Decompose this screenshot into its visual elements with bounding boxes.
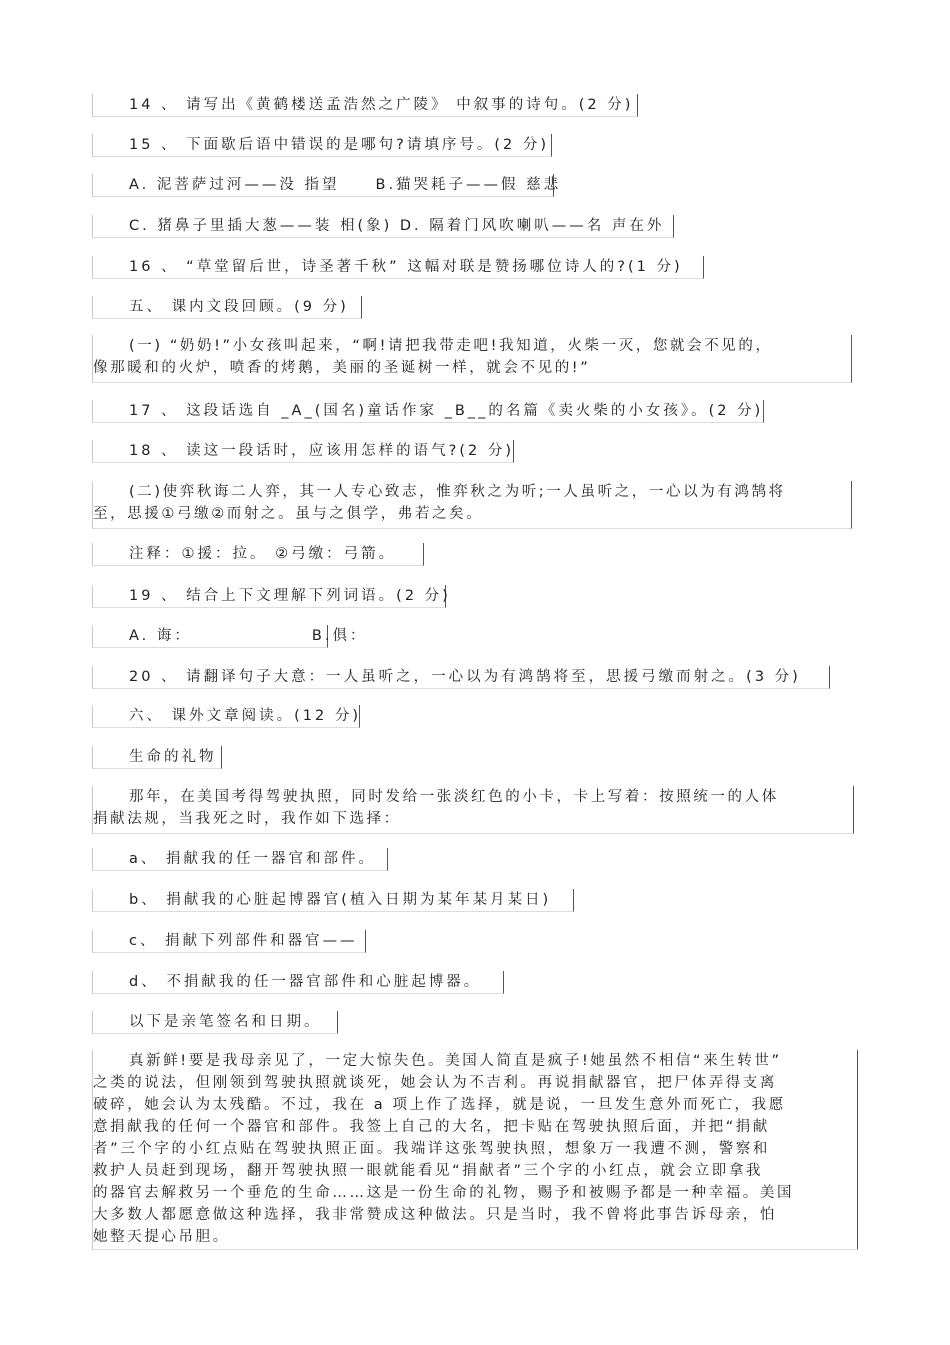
article-paragraph-2-line-8: 大多数人都愿意做这种选择，我非常赞成这种做法。只是当时，我不曾将此事告诉母亲，怕 [93,1207,777,1223]
section-5-heading [92,296,362,319]
option-a: A. 泥菩萨过河——没 指望 [129,177,340,193]
question-20 [92,666,830,689]
question-15-options-cd [92,215,674,238]
passage-2-line-1: (二)使弈秋诲二人弈，其一人专心致志，惟弈秋之为听;一人虽听之，一心以为有鸿鹄将 [129,484,786,500]
article-paragraph-2-line-1: 真新鲜!要是我母亲见了，一定大惊失色。美国人简直是疯子!她虽然不相信“来生转世” [129,1053,782,1069]
article-paragraph-2-line-5: 者”三个字的小红点贴在驾驶执照正面。我端详这张驾驶执照，想象万一我遭不测，警察和 [93,1141,771,1157]
options-c-d: C. 猪鼻子里插大葱——装 相(象) D. 隔着门风吹喇叭——名 声在外 [129,218,665,234]
question-16-text: 16 、 “草堂留后世，诗圣著千秋” 这幅对联是赞扬哪位诗人的?(1 分) [129,259,683,275]
question-18-text: 18 、 读这一段话时，应该用怎样的语气?(2 分) [129,443,515,459]
signature-line [92,1011,338,1034]
passage-1-line-2: 像那暖和的火炉，喷香的烤鹅，美丽的圣诞树一样，就会不见的!” [93,360,591,376]
choice-b-text: b、 捐献我的心脏起博器官(植入日期为某年某月某日) [129,892,552,908]
question-14 [92,94,638,117]
choice-a-text: a、 捐献我的任一器官和部件。 [129,851,376,867]
option-a: A. 诲： [129,628,192,644]
article-paragraph-2-line-2: 之类的说法，但刚领到驾驶执照就谈死，她会认为不吉利。再说捐献器官，把尸体弄得支离 [93,1075,777,1091]
article-paragraph-2-line-6: 救护人员赶到现场，翻开驾驶执照一眼就能看见“捐献者”三个字的小红点，就会立即拿我 [93,1163,764,1179]
question-18 [92,440,514,463]
question-17 [92,400,764,423]
article-paragraph-1 [92,786,854,834]
choice-c [92,930,366,953]
passage-2-line-2: 至，思援①弓缴②而射之。虽与之俱学，弗若之矣。 [93,506,484,522]
article-paragraph-1-line-2: 捐献法规，当我死之时，我作如下选择： [93,811,401,827]
article-paragraph-1-line-1: 那年，在美国考得驾驶执照，同时发给一张淡红色的小卡，卡上写着：按照统一的人体 [129,789,779,805]
annotation-note [92,543,424,566]
question-19 [92,585,451,608]
question-15-options-ab [92,174,562,197]
article-title-text: 生命的礼物 [129,749,217,765]
article-paragraph-2-line-9: 她整天提心吊胆。 [93,1229,230,1245]
question-20-text: 20 、 请翻译句子大意：一人虽听之，一心以为有鸿鹄将至，思援弓缴而射之。(3 分) [129,669,801,685]
passage-1-line-1: (一) “奶奶!”小女孩叫起来，“啊!请把我带走吧!我知道，火柴一灭，您就会不见的， [129,338,773,354]
question-15-text: 15 、 下面歇后语中错误的是哪句?请填序号。(2 分) [129,137,550,153]
choice-d-text: d、 不捐献我的任一器官部件和心脏起博器。 [129,974,482,990]
choice-b [92,889,574,912]
choice-a [92,848,388,871]
article-paragraph-2 [92,1050,858,1250]
signature-line-text: 以下是亲笔签名和日期。 [129,1014,322,1030]
choice-d [92,971,504,994]
article-paragraph-2-line-7: 的器官去解救另一个垂危的生命……这是一份生命的礼物，赐予和被赐予都是一种幸福。美国 [93,1185,795,1201]
question-19-text: 19 、 结合上下文理解下列词语。(2 分) [129,588,451,604]
article-paragraph-2-line-3: 破碎，她会认为太残酷。不过，我在 a 项上作了选择，就是说，一旦发生意外而死亡，我愿 [93,1097,786,1113]
article-paragraph-2-line-4: 意捐献我的任何一个器官和部件。我签上自己的大名，把卡贴在驾驶执照后面，并把“捐献 [93,1119,771,1135]
question-16 [92,256,704,279]
option-b: B.俱： [311,628,368,644]
question-17-text: 17 、 这段话选自 _A_(国名)童话作家 _B__的名篇《卖火柴的小女孩》。(2 分) [129,403,764,419]
question-19-options [92,625,368,648]
choice-c-text: c、 捐献下列部件和器官—— [129,933,358,949]
article-title [92,746,222,769]
question-15 [92,134,552,157]
passage-1 [92,335,852,383]
section-5-title: 五、 课内文段回顾。(9 分) [129,299,349,315]
section-6-heading [92,705,360,728]
annotation-text: 注释：①援：拉。 ②弓缴：弓箭。 [129,546,397,562]
section-6-title: 六、 课外文章阅读。(12 分) [129,708,361,724]
question-14-text: 14 、 请写出《黄鹤楼送孟浩然之广陵》 中叙事的诗句。(2 分) [129,97,634,113]
passage-2 [92,481,852,529]
option-b: B.猫哭耗子——假 慈悲 [375,177,562,193]
